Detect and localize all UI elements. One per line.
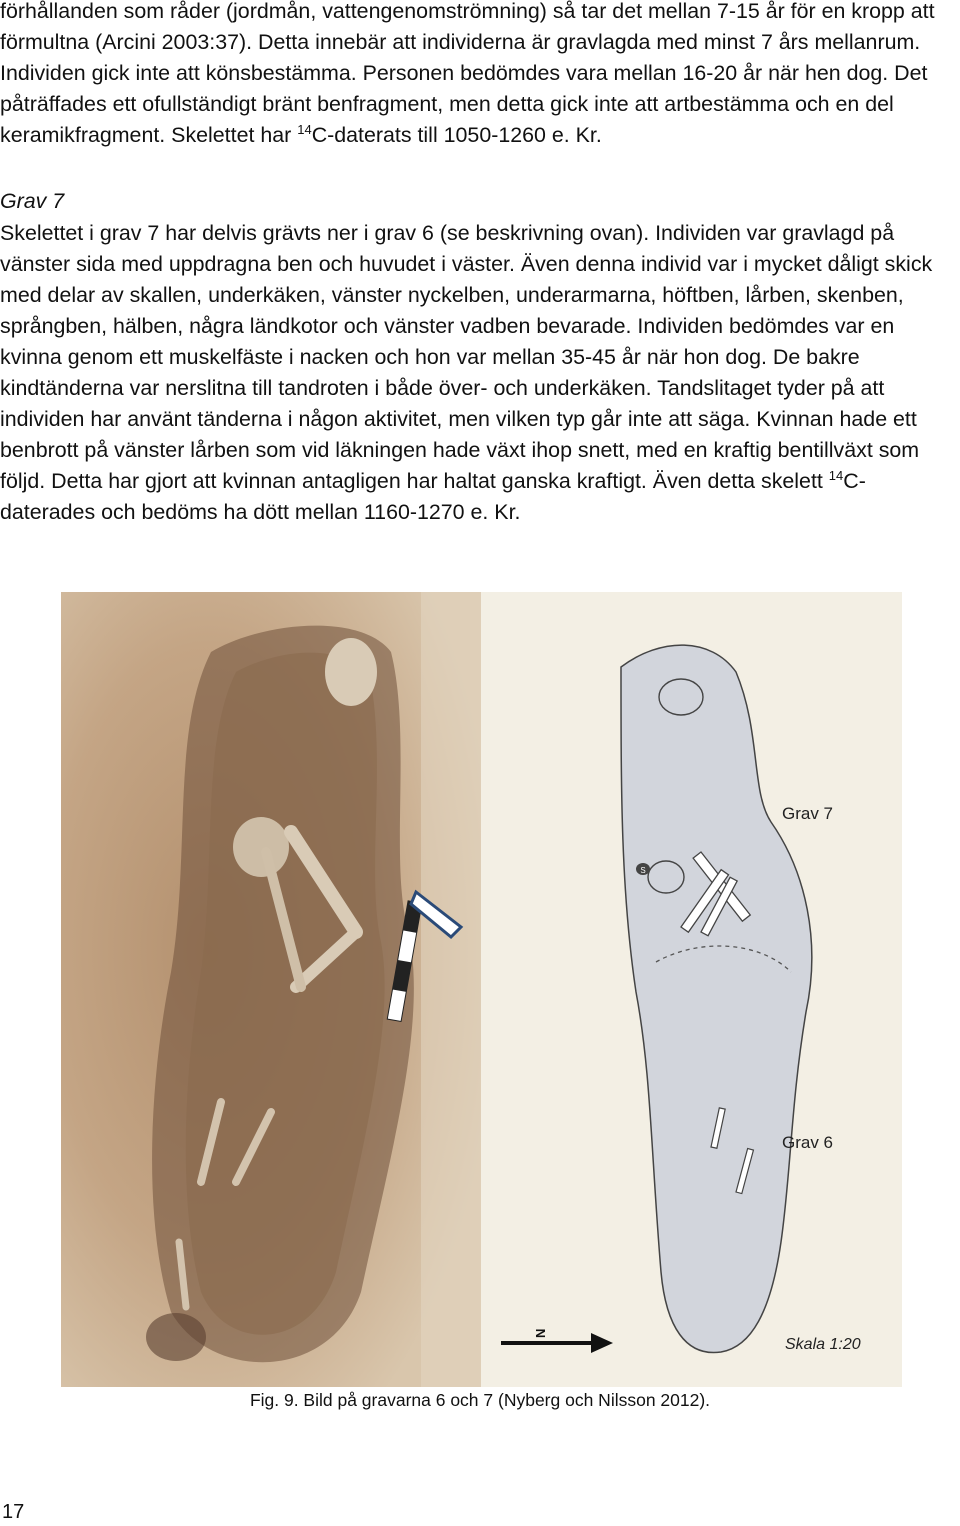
- plan-find-marker-label: S: [640, 866, 646, 875]
- plan-label-grav-6: Grav 6: [782, 1133, 834, 1152]
- paragraph-2-text-a: Skelettet i grav 7 har delvis grävts ner i grav 6 (se beskrivning ovan). Individen var gravlagd på vänster sida med uppdragna ben och huvudet i väster. Även denna individ var i mycket dåligt skick med delar av skallen, underkäken, vänster nyckelben, underarmarna, höftben, lårben, skenben, språngben, hälben, några ländkotor och vänster vadben bevarade. Individen bedömdes var en kvinna genom ett muskelfäste i nacken och hon var mellan 35-45 år när hon dog. De bakre kindtänderna var nerslitna till tandroten i både över- och underkäken. Tandslitaget tyder på att individen har använt tänderna i någon aktivitet, men vilken typ går inte att säga. Kvinnan hade ett benbrott på vänster lårben som vid läkningen hade växt ihop snett, med en kraftig bentillväxt som följd. Detta har gjort att kvinnan antagligen har haltat ganska kraftigt. Även detta skelett: [0, 221, 933, 493]
- dark-soil-patch: [146, 1313, 206, 1361]
- carbon-14-superscript: 14: [297, 121, 312, 137]
- skull-fragment: [325, 638, 377, 706]
- plan-label-grav-7: Grav 7: [782, 804, 834, 823]
- figure-caption: Fig. 9. Bild på gravarna 6 och 7 (Nyberg och Nilsson 2012).: [249, 1390, 711, 1410]
- excavation-photo: [61, 592, 481, 1387]
- grave-plan-drawing: [481, 592, 902, 1387]
- paragraph-1-text-b: C-daterats till 1050-1260 e. Kr.: [311, 123, 602, 147]
- carbon-14-superscript: 14: [828, 467, 844, 483]
- page-number: 17: [2, 1501, 25, 1523]
- figure-illustration: [61, 592, 902, 1387]
- plan-north-label: N: [533, 1328, 548, 1338]
- section-heading-grav-7: Grav 7: [0, 189, 65, 213]
- body-paragraph-2: [0, 218, 945, 528]
- paragraph-1-text-a: förhållanden som råder (jordmån, vattengenomströmning) så tar det mellan 7-15 år för en kropp att förmultna (Arcini 2003:37). Detta innebär att individerna är gravlagda med minst 7 års mellanrum. Individen gick inte att könsbestämma. Personen bedömdes vara mellan 16-20 år när hen dog. Det påträffades ett ofullständigt bränt benfragment, men detta gick inte att artbestämma och en del keramikfragment. Skelettet har: [0, 0, 935, 147]
- paragraph-2-text-b: C-daterades och bedöms ha dött mellan 1160-1270 e. Kr.: [0, 469, 866, 524]
- body-paragraph-1: [0, 0, 945, 151]
- plan-scale-label: Skala 1:20: [785, 1336, 861, 1353]
- figure-graves-6-and-7: [61, 592, 902, 1387]
- pelvis-fragment: [233, 817, 289, 877]
